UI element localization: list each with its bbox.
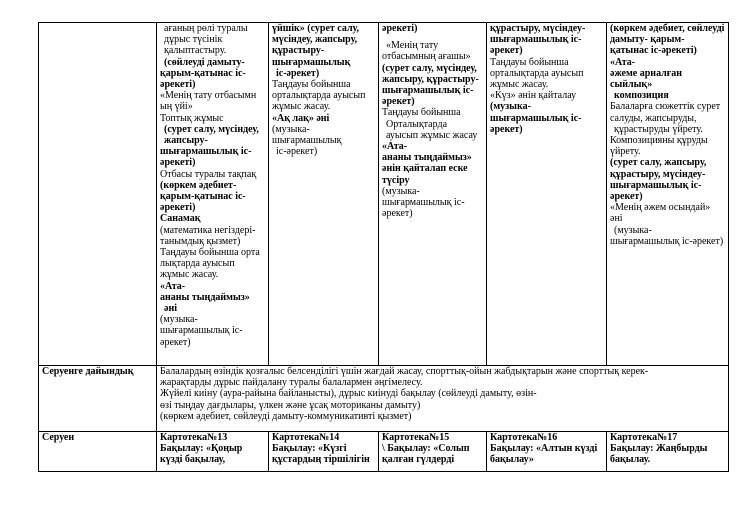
- activity-type: қатынас іс-әрекеті): [610, 45, 697, 57]
- walk-row: [39, 432, 729, 472]
- song-title: түсіру: [382, 174, 410, 186]
- song-title: «Ата-: [160, 280, 186, 292]
- text-line: Таңдауы бойынша: [382, 107, 461, 119]
- text-line: ың үйі»: [160, 101, 193, 113]
- activity-type: дамыту- қарым-: [610, 34, 685, 46]
- activity-type: (сөйлеуді дамыту-: [164, 56, 245, 68]
- activity-cell-1: [157, 23, 269, 366]
- activity-type: іс-әрекет): [276, 67, 320, 79]
- activity-type: (көркем әдебиет, сөйлеуді: [610, 23, 725, 34]
- activity-cell-4: [487, 23, 607, 366]
- text-line: өзі тыңдау дағдылары, үлкен және ұсақ моториканы дамыту): [160, 399, 421, 411]
- text-line: «Менің тату отбасымн: [160, 90, 257, 102]
- text-line: Балалардың өзіндік қозғалыс белсенділігі үшін жағдай жасау, спорттық-ойын жабдықтарын және спорттық керек-: [160, 366, 649, 377]
- text-line: дұрыс түсінік: [164, 34, 223, 46]
- card-number: Картотека№15: [382, 432, 450, 443]
- activity-type: үйшік» (сурет салу,: [272, 23, 360, 34]
- text-line: Балаларға сюжеттік сурет: [610, 101, 721, 113]
- text-line: Композицияны құруды: [610, 135, 708, 147]
- plan-table: [38, 22, 729, 472]
- activity-type: қарым-қатынас іс-: [160, 67, 246, 79]
- text-line: құрастыруды үйрету.: [614, 123, 703, 135]
- text-line: ауысып жұмыс жасау: [386, 129, 478, 141]
- text-line: әрекет): [160, 336, 191, 348]
- activity-type: (сурет салу, мүсіндеу,: [164, 123, 259, 135]
- text-line: орталықтарда ауысып: [272, 90, 366, 102]
- activity-type: әрекеті): [160, 202, 196, 214]
- walk-prep-row: [39, 366, 729, 432]
- text-line: жұмыс жасау.: [160, 269, 219, 281]
- text-line: Топтық жұмыс: [160, 112, 224, 124]
- observation-title: бақылау»: [490, 454, 534, 466]
- song-title: әнін қайталап еске: [382, 163, 468, 175]
- activity-type: (музыка-: [490, 101, 531, 113]
- text-line: отбасымның ағашы»: [382, 51, 471, 63]
- observation-title: \ Бақылау: «Солып: [382, 443, 470, 455]
- text-line: Таңдауы бойынша орта: [160, 247, 260, 259]
- card-cell-5: [607, 432, 729, 472]
- song-title: әні: [164, 303, 177, 315]
- card-cell-4: [487, 432, 607, 472]
- card-number: Картотека№17: [610, 432, 678, 443]
- song-title: ананы тыңдаймыз»: [382, 152, 472, 164]
- song-title: әжеме арналған сыйлық»: [610, 67, 683, 91]
- text-line: шығармашылық: [272, 135, 342, 147]
- activity-type: әрекет): [382, 96, 415, 108]
- activity-type: шығармашылық іс-: [490, 112, 582, 124]
- observation-title: құстардың тіршілігін: [272, 454, 370, 466]
- text-line: (музыка-: [614, 224, 652, 236]
- card-number: Картотека№13: [160, 432, 228, 443]
- activity-type: шығармашылық іс-: [160, 146, 252, 158]
- text-line: жұмыс жасау.: [272, 101, 331, 113]
- text-line: танымдық қызмет): [160, 235, 241, 247]
- text-line: шығармашылық іс-: [160, 325, 243, 337]
- activity-cell-2: [269, 23, 379, 366]
- activity-type: әрекеті): [382, 23, 418, 34]
- card-cell-2: [269, 432, 379, 472]
- activity-type: шығармашылық іс-: [382, 85, 474, 97]
- text-line: ағаның рөлі туралы: [164, 23, 248, 34]
- text-line: «Күз» әнін қайталау: [490, 90, 577, 102]
- observation-title: Бақылау: «Күзгі: [272, 443, 347, 455]
- text-line: үйрету.: [610, 146, 641, 158]
- song-title: ананы тыңдаймыз»: [160, 291, 250, 303]
- text-line: салуды, жапсыруды,: [610, 112, 697, 124]
- text-line: қалыптастыру.: [164, 45, 227, 57]
- activity-type: әрекет): [490, 123, 523, 135]
- observation-title: бақылау.: [610, 454, 651, 466]
- activity-type: құрастыру, мүсіндеу-: [490, 23, 586, 34]
- row-label-empty: [39, 23, 157, 366]
- activities-row: [39, 23, 729, 366]
- activity-type: мүсіндеу, жапсыру,: [272, 34, 358, 46]
- activity-type: (сурет салу, мүсіндеу,: [382, 62, 477, 74]
- text-line: (музыка-: [272, 123, 310, 135]
- text-line: жұмыс жасау.: [490, 79, 549, 91]
- activity-type: (көркем әдебиет-: [160, 179, 237, 191]
- activity-type: қарым-қатынас іс-: [160, 191, 246, 203]
- activity-type: жапсыру-: [164, 135, 208, 147]
- text-line: «Менің әжем осындай»: [610, 202, 711, 214]
- text-line: (көркем әдебиет, сөйлеуді дамыту-коммуникативті қызмет): [160, 410, 412, 422]
- text-line: шығармашылық іс-: [382, 197, 465, 209]
- song-title: «Ата-: [610, 56, 636, 68]
- text-line: Таңдауы бойынша: [272, 79, 351, 91]
- activity-type: жапсыру, құрастыру-: [382, 73, 479, 85]
- text-line: Отбасы туралы тақпақ: [160, 168, 257, 180]
- text-line: Таңдауы бойынша: [490, 56, 569, 68]
- activity-type: әрекеті): [160, 79, 196, 91]
- text-line: әні: [610, 213, 623, 225]
- row-label: Серуенге дайындық: [39, 366, 157, 432]
- row-label: Серуен: [39, 432, 157, 472]
- text-line: іс-әрекет): [276, 146, 318, 158]
- song-title: композиция: [614, 90, 669, 102]
- observation-title: Бақылау: «Қоңыр: [160, 443, 243, 455]
- activity-type: шығармашылық іс-: [610, 179, 702, 191]
- activity-cell-3: [379, 23, 487, 366]
- walk-prep-cell: [157, 366, 729, 432]
- activity-type: (сурет салу, жапсыру,: [610, 157, 707, 169]
- text-line: (музыка-: [382, 185, 420, 197]
- card-number: Картотека№16: [490, 432, 558, 443]
- text-line: шығармашылық іс-әрекет): [610, 235, 724, 247]
- text-line: жарақтарды дұрыс пайдалану туралы балалармен әңгімелесу.: [160, 377, 423, 389]
- activity-cell-5: [607, 23, 729, 366]
- activity-type: құрастыру-: [272, 45, 325, 57]
- activity-type: әрекет): [490, 45, 523, 57]
- text-line: (математика негіздері-: [160, 224, 256, 236]
- card-cell-3: [379, 432, 487, 472]
- activity-type: әрекет): [610, 191, 643, 203]
- observation-title: қалған гүлдерді: [382, 454, 455, 466]
- card-number: Картотека№14: [272, 432, 340, 443]
- activity-type: шығармашылық іс-: [490, 34, 582, 46]
- observation-title: Бақылау: «Алтын күзді: [490, 443, 598, 455]
- observation-title: Бақылау: Жаңбырды: [610, 443, 708, 455]
- text-line: (музыка-: [160, 314, 198, 326]
- text-line: лықтарда ауысып: [160, 258, 235, 270]
- text-line: орталықтарда ауысып: [490, 67, 584, 79]
- text-line: Орталықтарда: [386, 118, 448, 130]
- text-line: әрекет): [382, 208, 413, 220]
- card-cell-1: [157, 432, 269, 472]
- song-title: «Ақ лақ» әні: [272, 112, 330, 124]
- song-title: «Ата-: [382, 141, 408, 153]
- observation-title: күзді бақылау,: [160, 454, 226, 466]
- text-line: «Менің тату: [386, 40, 439, 52]
- text-line: Жүйелі киіну (аура-райына байланысты), дұрыс киінуді бақылау (сөйлеуді дамыту, өзін-: [160, 388, 537, 400]
- activity-type: әрекеті): [160, 157, 196, 169]
- activity-type: шығармашылық: [272, 56, 351, 68]
- activity-type: Санамақ: [160, 213, 201, 225]
- activity-type: құрастыру, мүсіндеу-: [610, 168, 706, 180]
